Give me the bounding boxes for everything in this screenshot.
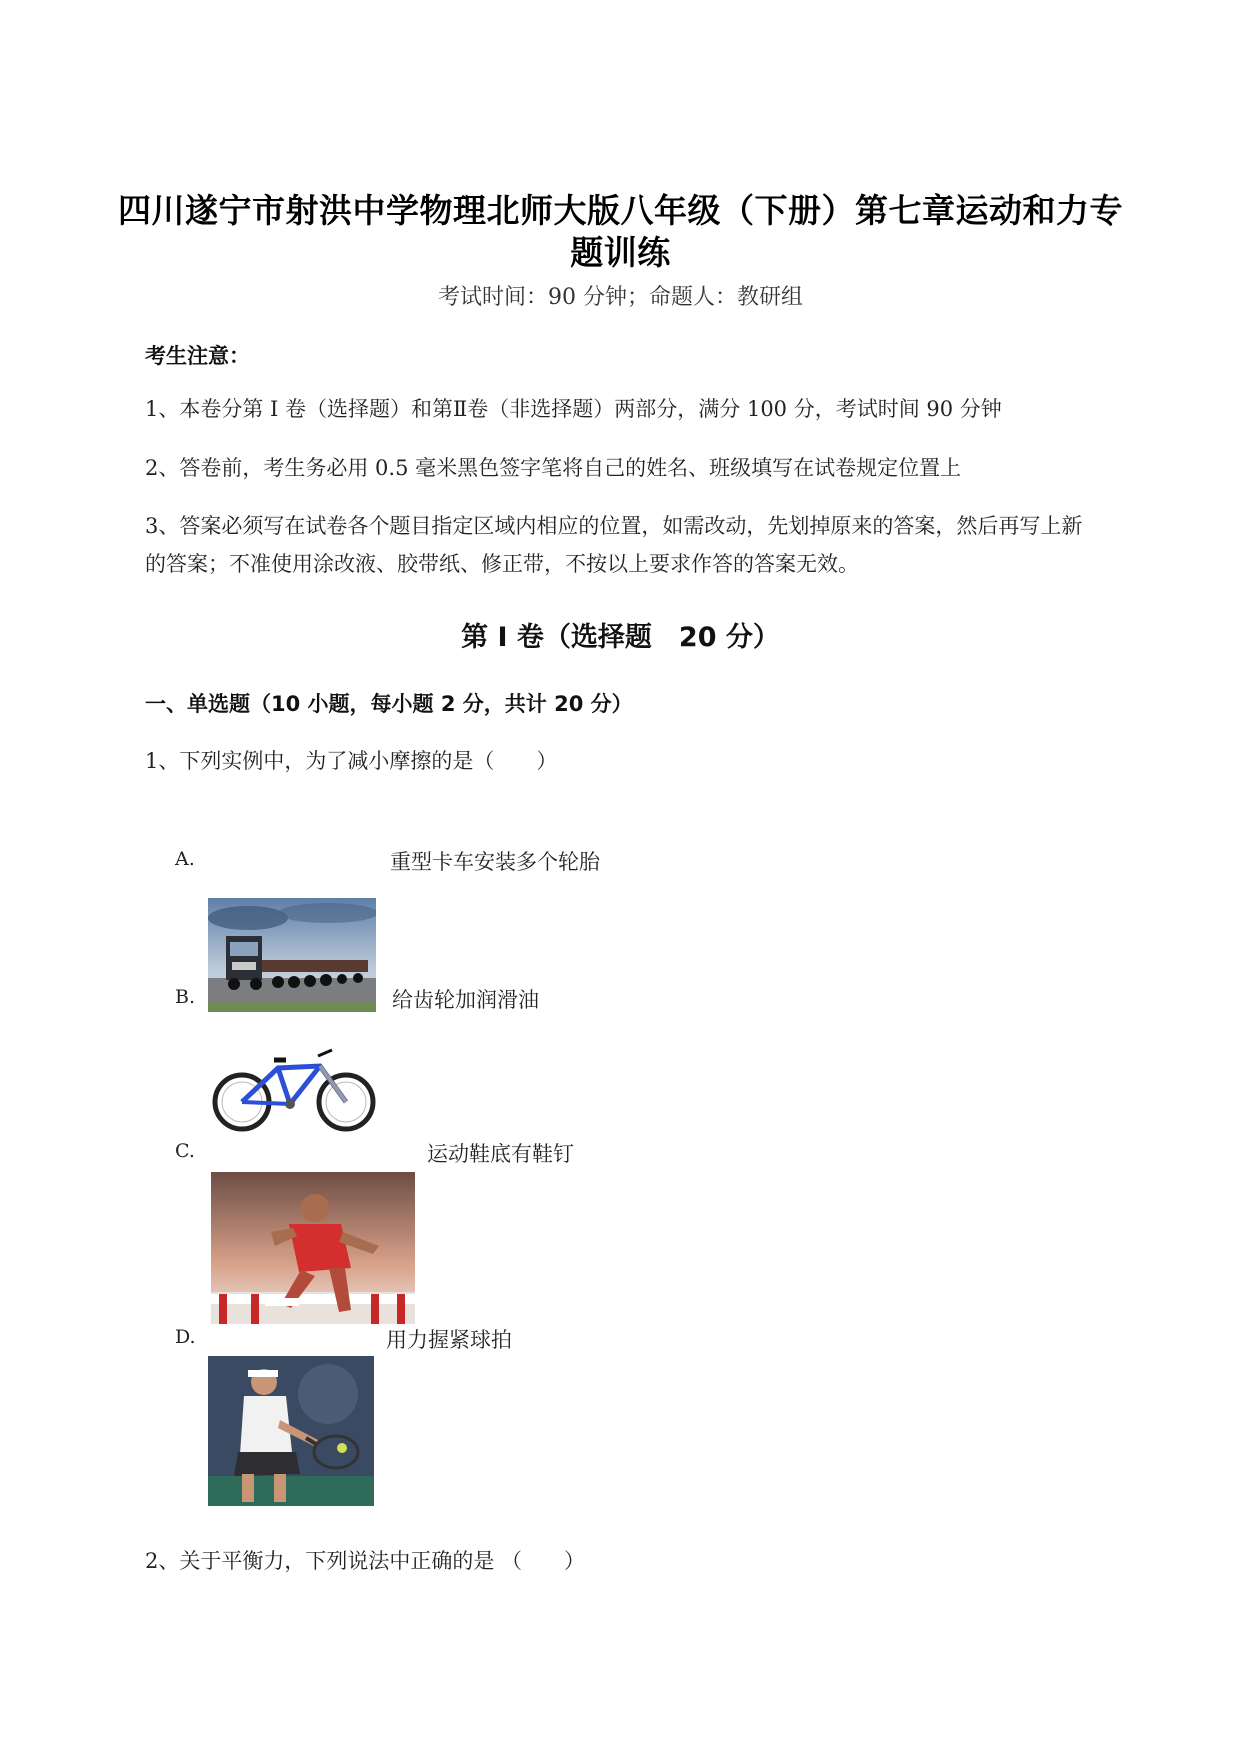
option-b-text: 给齿轮加润滑油 [392,988,539,1012]
option-d-text: 用力握紧球拍 [386,1328,512,1352]
option-a-text: 重型卡车安装多个轮胎 [390,850,600,874]
page-title: 四川遂宁市射洪中学物理北师大版八年级（下册）第七章运动和力专 [118,191,1123,230]
option-d-letter[interactable]: D. [175,1326,196,1348]
question-1-stem: 1、下列实例中，为了减小摩擦的是（ ） [145,749,558,773]
bicycle-image [208,1042,380,1134]
option-a-letter[interactable]: A. [175,848,195,870]
notice-item-3-line1: 3、答案必须写在试卷各个题目指定区域内相应的位置，如需改动，先划掉原来的答案，然后再写上新 [145,514,1083,538]
notice-item-3-line2: 的答案；不准使用涂改液、胶带纸、修正带，不按以上要求作答的答案无效。 [145,552,859,576]
hurdler-image [211,1172,415,1324]
notice-item-1: 1、本卷分第 I 卷（选择题）和第Ⅱ卷（非选择题）两部分，满分 100 分，考试时间 90 分钟 [145,397,1002,421]
page-title-continued: 题训练 [570,233,671,272]
notice-heading: 考生注意： [145,344,250,368]
notice-item-2: 2、答卷前，考生务必用 0.5 毫米黑色签字笔将自己的姓名、班级填写在试卷规定位置上 [145,456,962,480]
section-title: 第 I 卷（选择题 20 分） [461,622,780,653]
exam-info: 考试时间：90 分钟；命题人：教研组 [438,285,803,310]
option-c-letter[interactable]: C. [175,1140,195,1162]
option-b-letter[interactable]: B. [175,986,196,1008]
truck-image [208,898,376,1012]
option-c-text: 运动鞋底有鞋钉 [427,1142,574,1166]
tennis-player-image [208,1356,374,1506]
question-group-title: 一、单选题（10 小题，每小题 2 分，共计 20 分） [145,692,633,716]
question-2-stem: 2、关于平衡力，下列说法中正确的是 （ ） [145,1549,586,1573]
